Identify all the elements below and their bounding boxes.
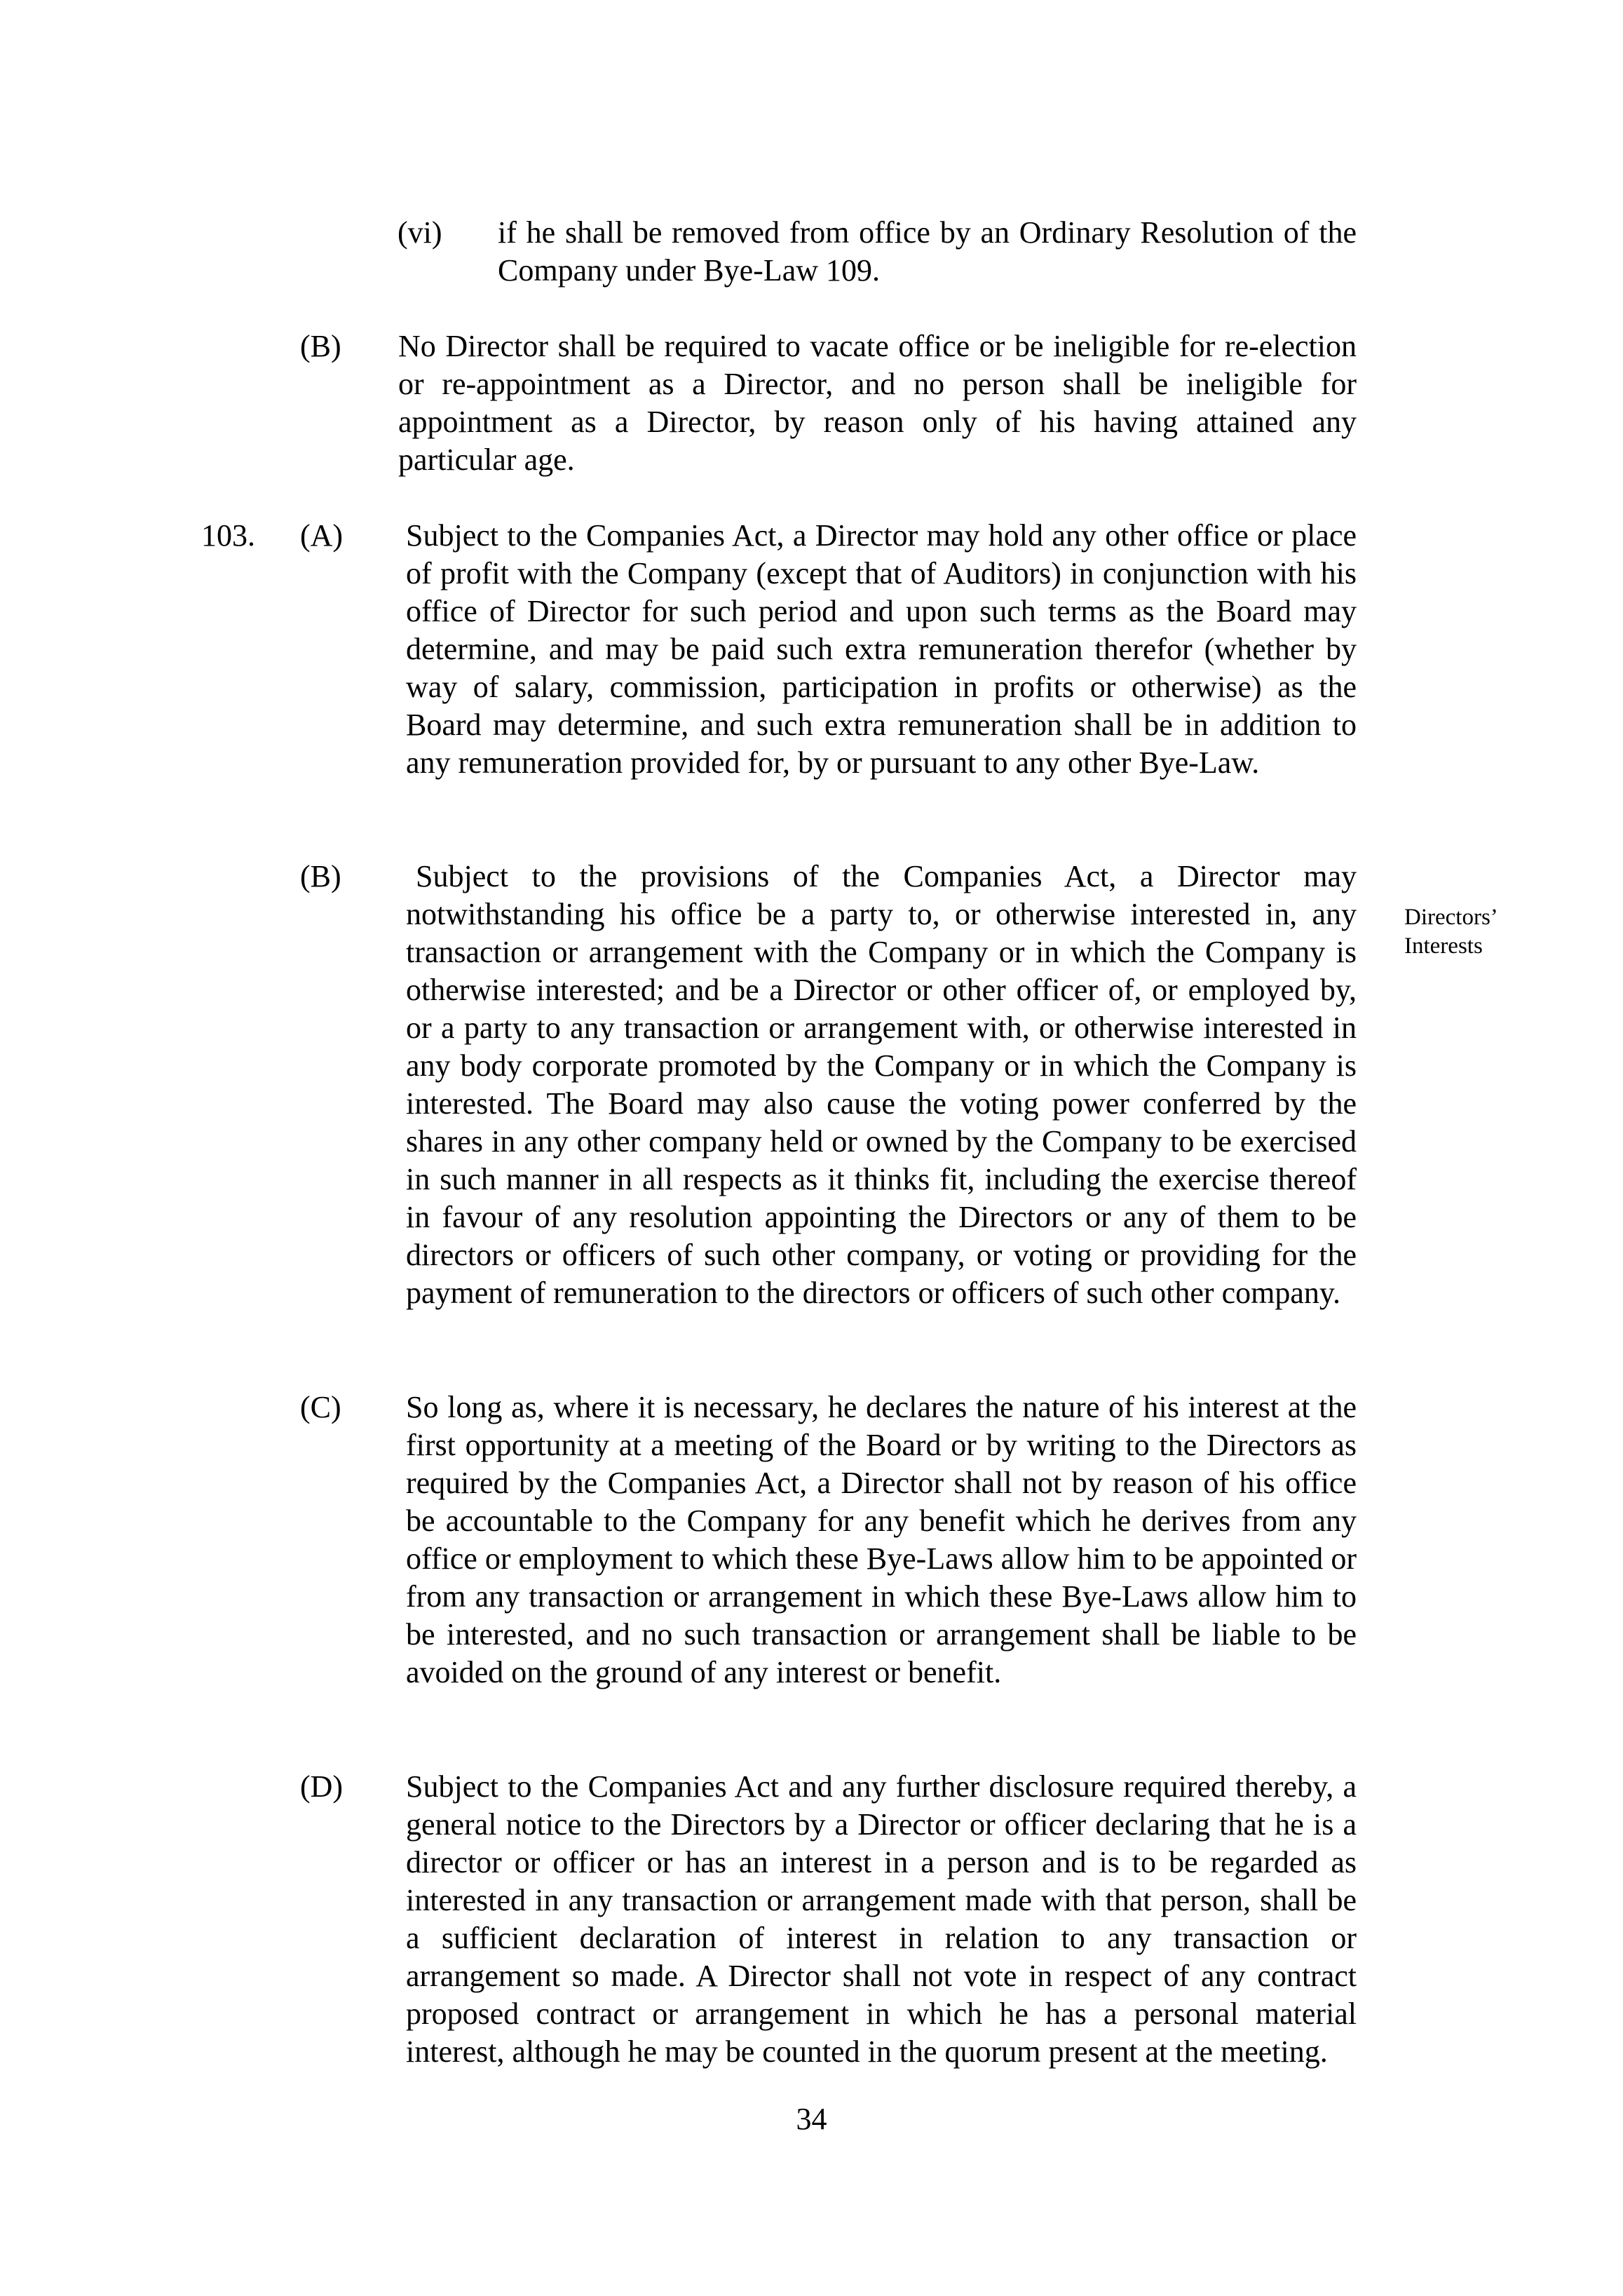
clause-label-103d: (D) [300, 1769, 344, 1804]
clause-103d-text: Subject to the Companies Act and any further disclosure required thereby, a general notice to the Directors by a Director or officer declaring that he is a director or officer or has an interest in a person and is to be regarded as interested in any transaction or arrangement made with that person, shall be a sufficient declaration of interest in relation to any transaction or arrangement so made. A Director shall not vote in respect of any contract proposed contract or arrangement in which he has a personal material interest, although he may be counted in the quorum present at the meeting. [406, 1769, 1357, 2069]
clause-b-text: No Director shall be required to vacate office or be ineligible for re-election or re-appointment as a Director, and no person shall be ineligible for appointment as a Director, by reason only of his having attained any particular age. [398, 329, 1357, 477]
clause-vi-text: if he shall be removed from office by an Ordinary Resolution of the Company under Bye-Law 109. [498, 215, 1357, 288]
clause-label-b: (B) [300, 329, 341, 363]
clause-103b-text: Subject to the provisions of the Companies Act, a Director may notwithstanding his office be a party to, or otherwise interested in, any transaction or arrangement with the Company or in which the Company is otherwise interested; and be a Director or other officer of, or employed by, or a party to any transaction or arrangement with, or otherwise interested in any body corporate promoted by the Company or in which the Company is interested. The Board may also cause the voting power conferred by the shares in any other company held or owned by the Company to be exercised in such manner in all respects as it thinks fit, including the exercise thereof in favour of any resolution appointing the Directors or any of them to be directors or officers of such other company, or voting or providing for the payment of remuneration to the directors or officers of such other company. [406, 859, 1357, 1310]
bye-law-number: 103. [201, 518, 255, 553]
clause-label-103c: (C) [300, 1390, 341, 1424]
page-number: 34 [796, 2102, 827, 2136]
clause-label-103a: (A) [300, 518, 344, 553]
margin-note: Directors’ Interests [1404, 905, 1497, 959]
clause-label-103b: (B) [300, 859, 341, 893]
clause-label-vi: (vi) [398, 215, 442, 250]
clause-103a-text: Subject to the Companies Act, a Director may hold any other office or place of profit with the Company (except that of Auditors) in conjunction with his office of Director for such period and upon such terms as the Board may determine, and may be paid such extra remuneration therefor (whether by way of salary, commission, participation in profits or otherwise) as the Board may determine, and such extra remuneration shall be in addition to any remuneration provided for, by or pursuant to any other Bye-Law. [406, 518, 1357, 780]
clause-103c-text: So long as, where it is necessary, he declares the nature of his interest at the first opportunity at a meeting of the Board or by writing to the Directors as required by the Companies Act, a Director shall not by reason of his office be accountable to the Company for any benefit which he derives from any office or employment to which these Bye-Laws allow him to be appointed or from any transaction or arrangement in which these Bye-Laws allow him to be interested, and no such transaction or arrangement shall be liable to be avoided on the ground of any interest or benefit. [406, 1390, 1357, 1689]
